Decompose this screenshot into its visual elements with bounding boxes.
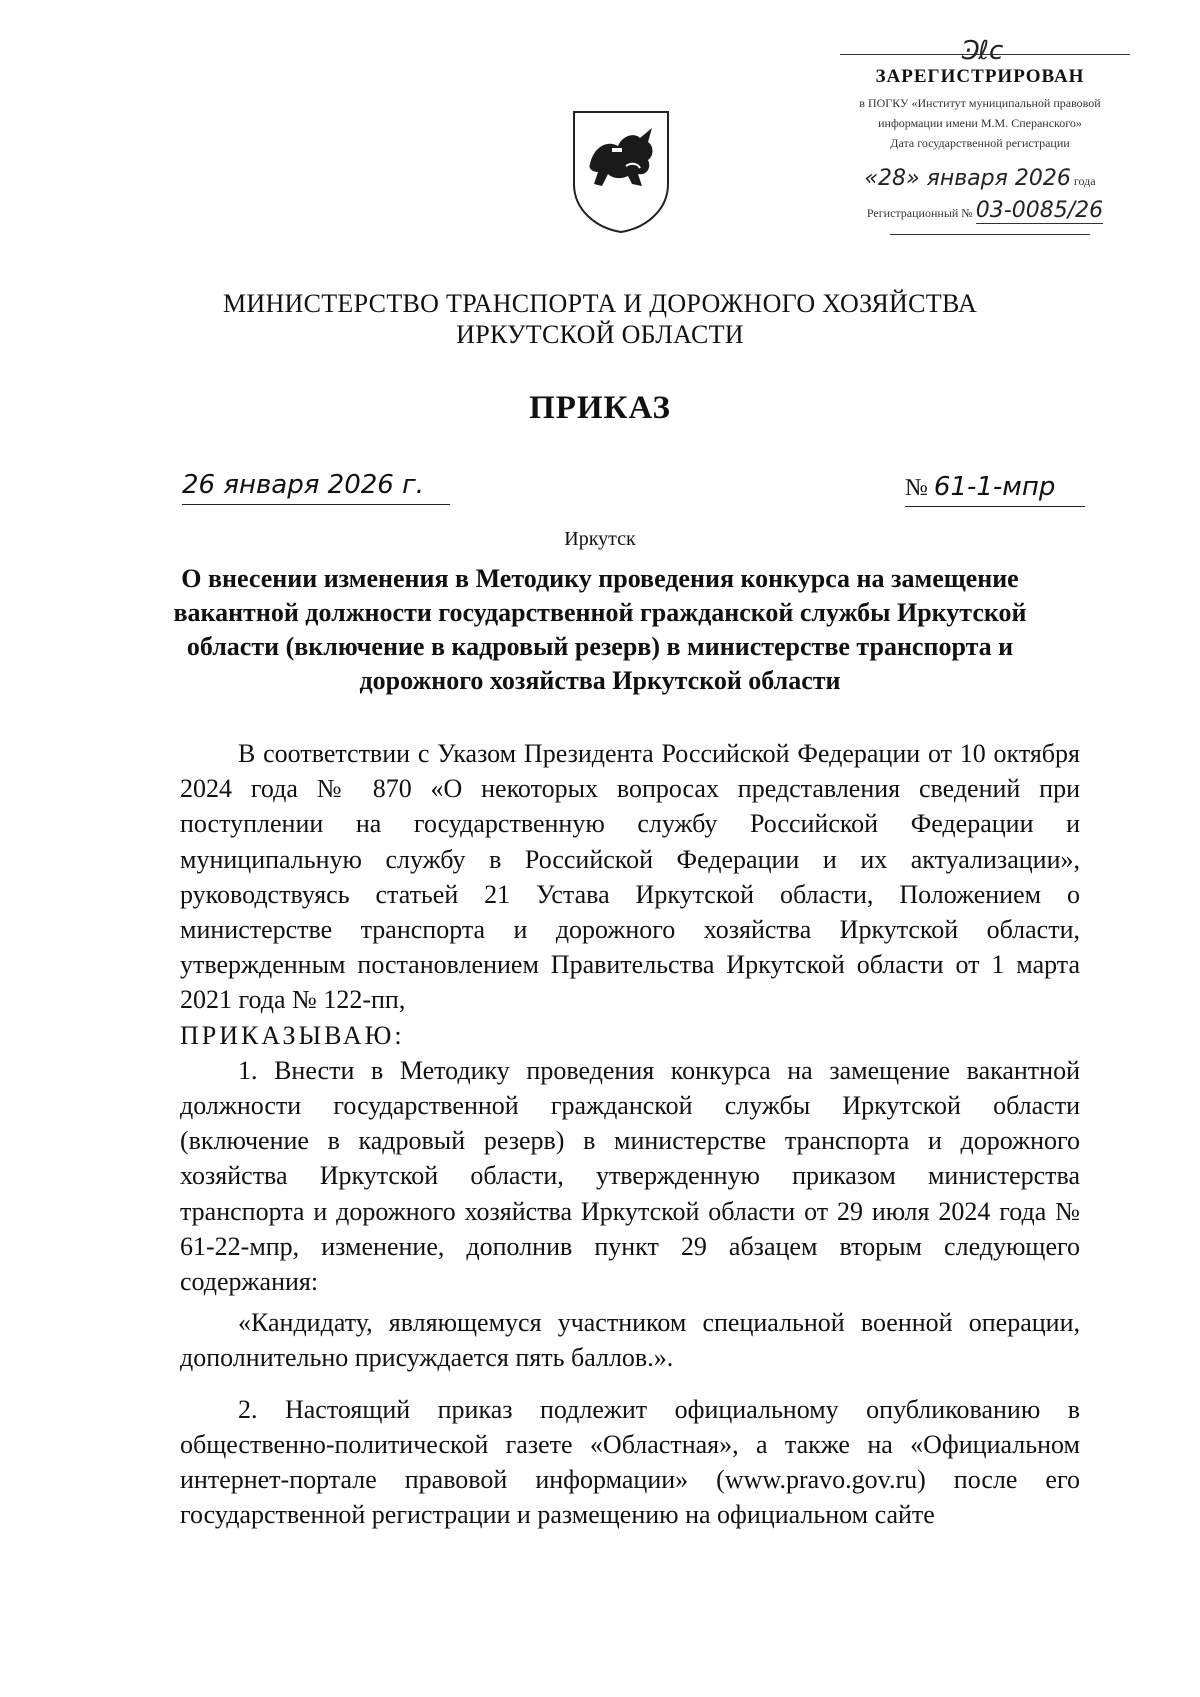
order-date-handwritten: 26 января 2026 г. [182, 470, 450, 505]
stamp-registration-number [820, 198, 1150, 223]
stamp-signature: Ͽℓс [960, 36, 1004, 66]
stamp-title: ЗАРЕГИСТРИРОВАН [875, 66, 1085, 87]
stamp-institute-line: в ПОГКУ «Институт муниципальной правовой [859, 96, 1101, 110]
stamp-divider [890, 234, 1090, 235]
order-subject: О внесении изменения в Методику проведения конкурса на замещение вакантной должности государственной гражданской службы Иркутской области (включение в кадровый резерв) в министерстве транспорта и дорожного хозяйства Иркутской области [173, 564, 1027, 695]
clause-1-paragraph: 1. Внести в Методику проведения конкурса на замещение вакантной должности государственной гражданской службы Иркутской области (включение в кадровый резерв) в министерстве транспорта и дорожного хозяйства Иркутской области, утвержденную приказом министерства транспорта и дорожного хозяйства Иркутской области от 29 июля 2024 года № 61-22-мпр, изменение, дополнив пункт 29 абзацем вторым следующего содержания: [180, 1055, 1080, 1297]
stamp-reg-label: Регистрационный № [866, 206, 973, 220]
ministry-name-line: МИНИСТЕРСТВО ТРАНСПОРТА И ДОРОЖНОГО ХОЗЯЙСТВА [222, 289, 978, 318]
stamp-date-suffix: года [1073, 174, 1096, 188]
clause-2-paragraph: 2. Настоящий приказ подлежит официальному опубликованию в общественно-политической газете «Областная», а также на «Официальном интернет-портале правовой информации» (www.pravo.gov.ru) после его государственной регистрации и размещению на официальном сайте [180, 1394, 1080, 1530]
irkutsk-coat-of-arms-icon [568, 106, 674, 236]
document-body [180, 736, 1080, 1532]
ministry-name [0, 288, 1200, 350]
order-number [905, 472, 1085, 507]
stamp-registration-date [820, 166, 1140, 191]
city-name: Иркутск [564, 528, 636, 550]
order-number-prefix: № [905, 475, 928, 501]
order-word: ПРИКАЗЫВАЮ: [180, 1020, 405, 1050]
stamp-date-caption: Дата государственной регистрации [890, 136, 1070, 150]
ministry-name-line: ИРКУТСКОЙ ОБЛАСТИ [456, 320, 744, 349]
document-type: ПРИКАЗ [529, 390, 671, 426]
stamp-reg-number: 03-0085/26 [975, 198, 1104, 223]
stamp-institute-line: информации имени М.М. Сперанского» [878, 116, 1082, 130]
quoted-amendment-paragraph: «Кандидату, являющемуся участником специальной военной операции, дополнительно присуждается пять баллов.». [180, 1308, 1080, 1373]
order-number-handwritten: 61-1-мпр [933, 472, 1056, 502]
stamp-date-handwritten: «28» января 2026 [864, 166, 1071, 191]
preamble-paragraph: В соответствии с Указом Президента Российской Федерации от 10 октября 2024 года № 870 «О некоторых вопросах представления сведений при поступлении на государственную службу Российской Федерации и муниципальную службу в Российской Федерации и их актуализации», руководствуясь статьей 21 Устава Иркутской области, Положением о министерстве транспорта и дорожного хозяйства Иркутской области, утвержденным постановлением Правительства Иркутской области от 1 марта 2021 года № 122-пп, [180, 739, 1080, 1015]
